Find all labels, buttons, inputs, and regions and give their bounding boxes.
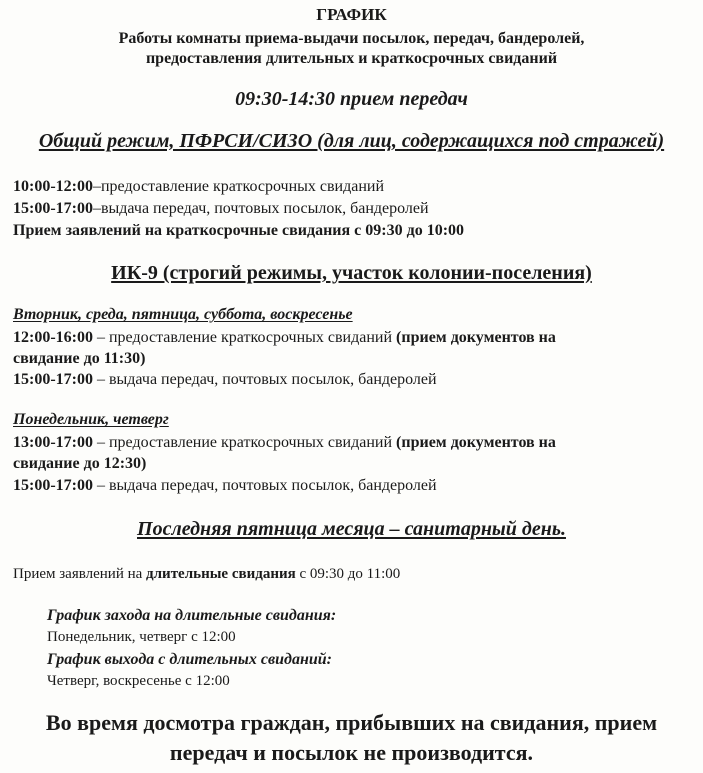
line-bold: длительные свидания: [146, 566, 296, 582]
document-title: ГРАФИК: [316, 5, 387, 24]
ik9-group1-line-1: [13, 329, 556, 347]
line-text: – выдача передач, почтовых посылок, бандеролей: [92, 371, 437, 388]
time-range: 10:00-12:00: [13, 178, 93, 195]
exit-schedule-heading: График выхода с длительных свиданий:: [47, 651, 332, 668]
long-visits-application: [13, 566, 400, 583]
ik9-group1-line-2: [13, 371, 437, 389]
entry-schedule-heading: График захода на длительные свидания:: [47, 607, 337, 624]
line-text: – предоставление краткосрочных свиданий: [92, 329, 397, 346]
general-line-1: [13, 178, 384, 196]
line-text: с 09:30 до 11:00: [295, 566, 401, 582]
line-text: –предоставление краткосрочных свиданий: [92, 178, 385, 195]
time-range: 15:00-17:00: [13, 477, 93, 494]
ik9-group2-line-2: [13, 477, 437, 495]
general-regime-heading: Общий режим, ПФРСИ/СИЗО (для лиц, содержащихся под стражей): [38, 130, 665, 152]
time-range: 15:00-17:00: [13, 200, 93, 217]
general-line-2: [13, 200, 429, 218]
ik9-group2-line-1: [13, 434, 556, 452]
subtitle-line-2: предоставления длительных и краткосрочных свиданий: [145, 50, 558, 67]
footer-notice-line-1: Во время досмотра граждан, прибывших на свидания, прием: [45, 710, 658, 735]
ik9-heading: ИК-9 (строгий режимы, участок колонии-поселения): [111, 262, 592, 284]
subtitle-line-1: Работы комнаты приема-выдачи посылок, передач, бандеролей,: [118, 30, 585, 47]
line-bold: (прием документов на: [396, 434, 556, 451]
exit-schedule-text: Четверг, воскресенье с 12:00: [47, 673, 230, 689]
ik9-group1-line-1-cont: свидание до 11:30): [13, 350, 146, 367]
line-text: – выдача передач, почтовых посылок, бандеролей: [92, 477, 437, 494]
line-text: Прием заявлений на: [13, 566, 147, 582]
time-range: 15:00-17:00: [13, 371, 93, 388]
time-range: 12:00-16:00: [13, 329, 93, 346]
line-text: – предоставление краткосрочных свиданий: [92, 434, 397, 451]
ik9-group2-line-1-cont: свидание до 12:30): [13, 455, 147, 472]
ik9-days-group-2: Понедельник, четверг: [13, 411, 169, 428]
sanitary-day-notice: Последняя пятница месяца – санитарный день.: [137, 518, 566, 540]
ik9-days-group-1: Вторник, среда, пятница, суббота, воскресенье: [13, 306, 353, 323]
general-line-3: Прием заявлений на краткосрочные свидания с 09:30 до 10:00: [13, 222, 465, 239]
time-range: 13:00-17:00: [13, 434, 93, 451]
line-text: –выдача передач, почтовых посылок, бандеролей: [92, 200, 429, 217]
line-bold: (прием документов на: [396, 329, 556, 346]
footer-notice-line-2: передач и посылок не производится.: [169, 740, 534, 765]
reception-hours: 09:30-14:30 прием передач: [235, 88, 468, 110]
entry-schedule-text: Понедельник, четверг с 12:00: [47, 629, 236, 645]
